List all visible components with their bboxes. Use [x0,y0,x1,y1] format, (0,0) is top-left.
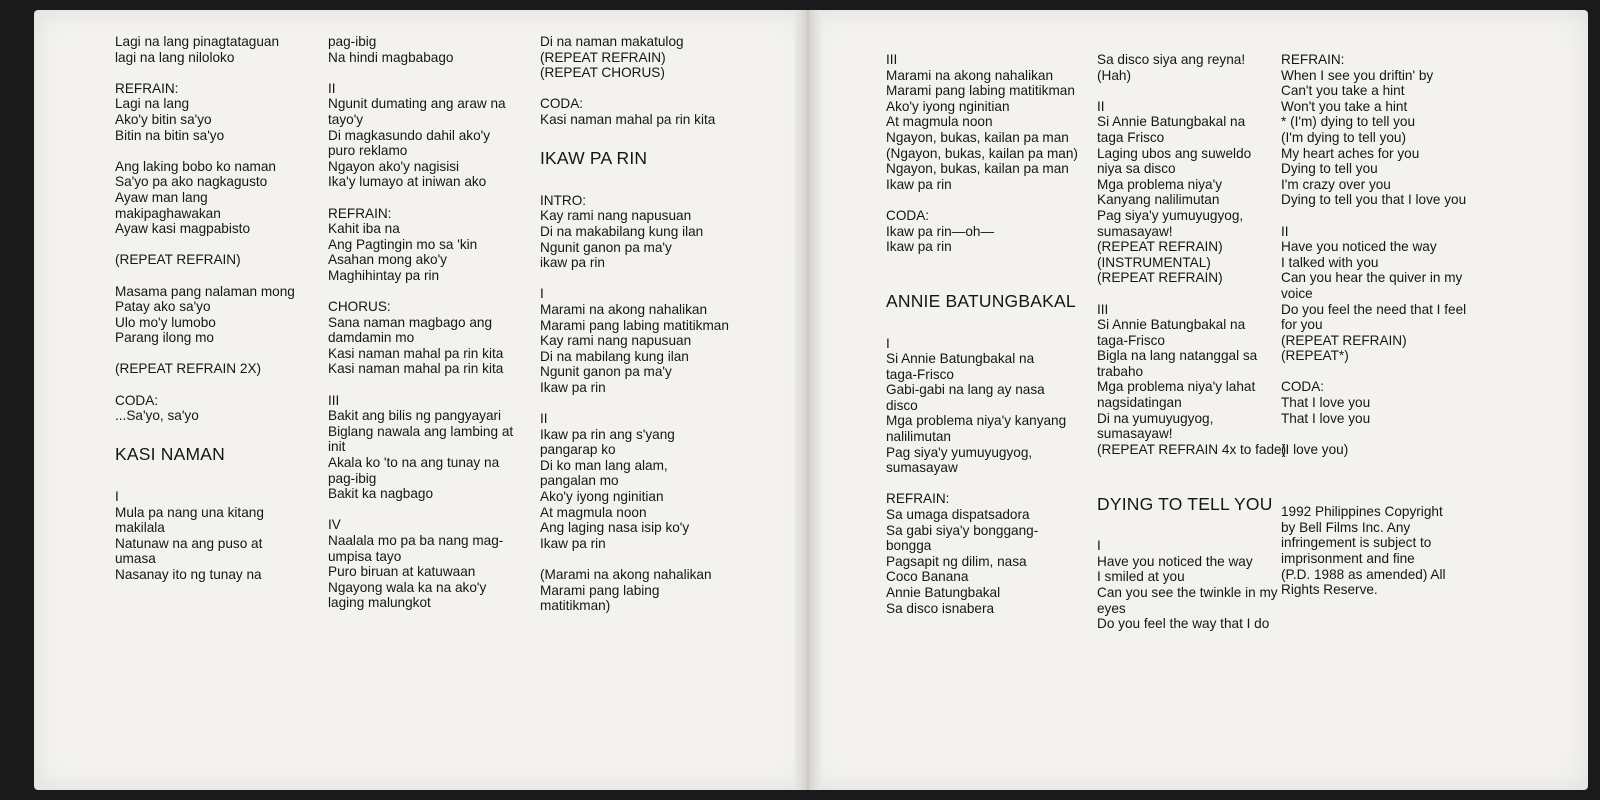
lyric-line: When I see you driftin' by [1281,67,1434,83]
lyrics-column-6 [1281,52,1466,598]
lyric-line: Naalala mo pa ba nang mag- [328,533,504,548]
lyric-line: Marami na akong nahalikan [886,67,1054,83]
booklet-spine [795,10,821,790]
lyric-line: ...Sa'yo, sa'yo [115,408,199,424]
lyric-line: Marami pang labing matitikman [886,83,1075,99]
blank-line [328,65,513,81]
lyric-line: umasa [115,551,156,567]
lyric-line: Ulo mo'y lumobo [115,314,216,330]
lyric-line: Ikaw pa rin [540,379,606,395]
lyric-line: Do you feel the way that I do [1097,616,1270,632]
lyric-line: Ayaw kasi magpabisto [115,221,251,237]
lyric-line: Ako'y iyong nginitian [540,489,664,505]
lyric-line: Puro biruan at katuwaan [328,564,476,580]
blank-line [540,271,729,287]
lyric-line: Ikaw pa rin—oh— [886,223,995,239]
blank-line [328,190,513,206]
lyric-line: Can you hear the quiver in my [1281,270,1463,286]
blank-line [1281,489,1466,505]
lyric-line: Marami pang labing matitikman [540,317,729,333]
lyric-line: (INSTRUMENTAL) [1097,254,1211,270]
blank-line [540,81,729,97]
lyric-line: My heart aches for you [1281,145,1420,161]
blank-line [115,143,295,159]
lyric-line: Ako'y bitin sa'yo [115,111,212,127]
lyric-line: Ikaw pa rin ang s'yang [540,426,675,442]
lyric-line: I'm crazy over you [1281,176,1391,192]
blank-line [115,424,295,440]
lyric-line: Bakit ang bilis ng pangyayari [328,408,502,424]
lyric-line: bongga [886,538,932,554]
lyric-line: Ikaw pa rin [886,176,952,192]
lyric-line: Ikaw pa rin [886,239,952,255]
lyric-line: REFRAIN: [886,491,950,507]
blank-line [115,377,295,393]
lyric-line: REFRAIN: [328,205,392,221]
blank-line [1097,473,1286,489]
blank-line [115,473,295,489]
lyric-line: I smiled at you [1097,569,1185,585]
lyric-line: (REPEAT CHORUS) [540,65,665,81]
lyric-line: Di na mabilang kung ilan [540,348,689,364]
lyric-line: IV [328,517,341,533]
lyric-line: Ayaw man lang [115,189,208,205]
lyric-line: Ikaw pa rin [540,535,606,551]
lyric-line: CODA: [886,207,930,223]
lyric-line: INTRO: [540,192,587,208]
lyric-line: Sa'yo pa ako nagkagusto [115,174,268,190]
lyric-line: Nasanay ito ng tunay na [115,567,262,582]
lyric-line: (REPEAT REFRAIN) [1097,239,1223,255]
song-title: IKAW PA RIN [540,148,648,169]
lyric-line: by Bell Films Inc. Any [1281,519,1411,535]
lyrics-column-5 [1097,52,1286,632]
blank-line [115,237,295,253]
lyric-line: Kay rami nang napusuan [540,208,692,224]
lyric-line: REFRAIN: [115,80,179,96]
lyrics-column-3 [540,34,729,614]
lyric-line: sumasayaw [886,460,958,476]
lyric-line: Mula pa nang una kitang [115,504,264,520]
blank-line [1281,457,1466,473]
lyric-line: nagsidatingan [1097,395,1182,411]
lyrics-column-2 [328,34,513,611]
blank-line [328,284,513,300]
lyric-line: Ngunit ganon pa ma'y [540,364,672,380]
lyric-line: I [886,335,890,351]
lyric-line: disco [886,397,918,413]
lyric-line: Do you feel the need that I feel [1281,301,1467,317]
lyric-line: (REPEAT REFRAIN) [1097,270,1223,286]
lyric-line: Have you noticed the way [1097,553,1253,569]
lyric-line: Si Annie Batungbakal na [886,351,1035,367]
song-title: ANNIE BATUNGBAKAL [886,290,1076,311]
song-title: KASI NAMAN [115,444,225,465]
lyric-line: That I love you [1281,395,1371,411]
lyric-line: II [540,411,548,427]
lyric-line: CHORUS: [328,299,391,315]
lyric-line: Sa umaga dispatsadora [886,507,1030,523]
lyric-line: infringement is subject to [1281,535,1432,551]
lyric-line: Kasi naman mahal pa rin kita [328,345,504,361]
lyric-line: Sana naman magbago ang [328,314,493,330]
lyric-line: (P.D. 1988 as amended) All [1281,566,1446,582]
blank-line [328,502,513,518]
lyric-line: I [115,489,119,505]
lyric-line: Ngayong wala ka na ako'y [328,579,487,595]
lyric-line: (Ngayon, bukas, kailan pa man) [886,145,1078,161]
lyric-line: (REPEAT REFRAIN) [1281,332,1407,348]
lyric-line: (REPEAT REFRAIN 2X) [115,361,262,377]
lyric-line: Ngayon ako'y nagisisi [328,158,460,174]
lyric-line: makilala [115,520,165,536]
lyric-line: Sa disco isnabera [886,600,995,616]
lyric-line: (Marami na akong nahalikan [540,567,712,582]
lyric-line: sumasayaw! [1097,426,1173,442]
lyric-line: (Hah) [1097,67,1131,83]
blank-line [886,270,1078,286]
lyric-line: Mga problema niya'y lahat [1097,379,1256,395]
blank-line [1281,473,1466,489]
lyric-line: II [328,80,336,96]
lyric-line: REFRAIN: [1281,52,1345,67]
lyric-line: Maghihintay pa rin [328,267,440,283]
blank-line [540,551,729,567]
lyric-line: Marami na akong nahalikan [540,301,708,317]
lyric-line: (REPEAT REFRAIN 4x to fade) [1097,441,1287,457]
lyric-line: Natunaw na ang puso at [115,535,263,551]
lyric-line: At magmula noon [886,114,993,130]
lyric-line: I [1097,538,1101,554]
lyric-line: Asahan mong ako'y [328,252,447,268]
lyric-line: Parang ilong mo [115,330,214,346]
lyric-line: lagi na lang niloloko [115,49,235,65]
lyric-line: Coco Banana [886,569,969,585]
lyric-line: sumasayaw! [1097,223,1173,239]
blank-line [1281,364,1466,380]
blank-line [886,476,1078,492]
lyric-line: pangarap ko [540,442,616,458]
lyric-line: Kahit iba na [328,221,400,237]
lyric-line: Pag siya'y yumuyugyog, [1097,207,1244,223]
lyric-line: matitikman) [540,598,611,614]
lyric-line: III [1097,301,1109,317]
lyric-line: (I'm dying to tell you) [1281,129,1406,145]
lyric-line: CODA: [1281,379,1325,395]
lyric-line: Kasi naman mahal pa rin kita [540,111,716,127]
lyric-line: Ang laking bobo ko naman [115,158,276,174]
lyric-line: III [886,52,898,67]
lyric-line: Kay rami nang napusuan [540,333,692,349]
lyric-line: Ngayon, bukas, kailan pa man [886,129,1069,145]
lyric-line: Si Annie Batungbakal na [1097,317,1246,333]
lyric-line: Ako'y iyong nginitian [886,98,1010,114]
blank-line [540,128,729,144]
lyric-line: Gabi-gabi na lang ay nasa [886,382,1045,398]
blank-line [328,377,513,393]
lyric-line: Laging ubos ang suweldo [1097,145,1252,161]
lyric-line: pag-ibig [328,34,377,49]
lyric-line: CODA: [115,392,159,408]
lyric-line: Ngunit ganon pa ma'y [540,239,672,255]
lyric-line: Kasi naman mahal pa rin kita [328,361,504,377]
lyric-line: Pagsapit ng dilim, nasa [886,553,1027,569]
lyric-line: II [1097,98,1105,114]
lyric-line: (REPEAT REFRAIN) [540,49,666,65]
lyric-line: Pag siya'y yumuyugyog, [886,444,1033,460]
blank-line [886,192,1078,208]
lyric-line: for you [1281,317,1323,333]
lyric-line: damdamin mo [328,330,415,346]
lyric-line: I [540,286,544,302]
blank-line [1097,457,1286,473]
lyric-line: Have you noticed the way [1281,239,1437,255]
blank-line [1281,208,1466,224]
lyric-line: That I love you [1281,410,1371,426]
lyric-line: (I love you) [1281,441,1349,457]
lyric-line: eyes [1097,600,1126,616]
lyrics-column-4 [886,52,1078,616]
lyric-line: tayo'y [328,111,364,127]
lyric-line: At magmula noon [540,504,647,520]
lyric-line: Biglang nawala ang lambing at [328,423,514,439]
blank-line [1097,286,1286,302]
lyric-line: Mga problema niya'y kanyang [886,413,1067,429]
blank-line [115,268,295,284]
blank-line [115,65,295,81]
lyric-line: puro reklamo [328,143,408,159]
lyric-line: Si Annie Batungbakal na [1097,114,1246,130]
lyric-line: laging malungkot [328,595,431,611]
lyric-line: Di magkasundo dahil ako'y [328,127,491,143]
blank-line [1097,83,1286,99]
lyric-line: Masama pang nalaman mong [115,283,295,299]
lyric-line: Ang laging nasa isip ko'y [540,520,690,536]
lyric-line: CODA: [540,96,584,112]
lyric-line: Sa disco siya ang reyna! [1097,52,1246,67]
lyric-line: Akala ko 'to na ang tunay na [328,455,500,471]
lyric-line: Mga problema niya'y [1097,176,1222,192]
lyric-line: Di na makabilang kung ilan [540,223,704,239]
lyric-line: nalilimutan [886,429,951,445]
lyric-line: voice [1281,285,1313,301]
blank-line [540,395,729,411]
lyric-line: umpisa tayo [328,548,402,564]
lyric-line: Kanyang nalilimutan [1097,192,1220,208]
lyric-line: I talked with you [1281,254,1379,270]
lyric-line: Can you see the twinkle in my [1097,585,1278,600]
blank-line [115,346,295,362]
lyric-line: 1992 Philippines Copyright [1281,504,1443,520]
lyric-line: imprisonment and fine [1281,551,1415,566]
lyric-line: Marami pang labing [540,582,660,598]
blank-line [540,177,729,193]
lyric-line: Bakit ka nagbago [328,486,434,502]
blank-line [1097,523,1286,539]
lyric-line: Di ko man lang alam, [540,457,668,473]
lyric-line: Ika'y lumayo at iniwan ako [328,174,487,190]
lyric-line: Ngayon, bukas, kailan pa man [886,161,1069,177]
lyric-line: Dying to tell you that I love you [1281,192,1467,208]
lyric-line: taga Frisco [1097,129,1165,145]
lyric-line: pangalan mo [540,473,619,489]
lyric-line: Di na yumuyugyog, [1097,410,1214,426]
lyric-line: Lagi na lang [115,96,190,112]
song-title: DYING TO TELL YOU [1097,493,1273,514]
lyric-line: Can't you take a hint [1281,83,1405,99]
lyric-line: ikaw pa rin [540,255,605,271]
lyric-line: * (I'm) dying to tell you [1281,114,1416,130]
lyric-line: trabaho [1097,363,1144,379]
lyric-line: Na hindi magbabago [328,49,454,65]
lyric-line: Bigla na lang natanggal sa [1097,348,1258,364]
lyric-line: Lagi na lang pinagtataguan [115,34,280,49]
lyric-line: III [328,392,340,408]
blank-line [886,255,1078,271]
lyric-line: Patay ako sa'yo [115,299,211,315]
lyric-line: (REPEAT*) [1281,348,1349,364]
lyric-line: makipaghawakan [115,205,221,221]
lyric-line: Rights Reserve. [1281,582,1378,598]
lyric-line: Dying to tell you [1281,161,1378,177]
lyric-line: II [1281,223,1289,239]
blank-line [1281,426,1466,442]
lyric-line: taga-Frisco [886,366,954,382]
lyric-line: Ngunit dumating ang araw na [328,96,506,112]
lyric-line: taga-Frisco [1097,332,1165,348]
lyric-line: niya sa disco [1097,161,1176,177]
lyric-line: Bitin na bitin sa'yo [115,127,225,143]
lyric-line: pag-ibig [328,470,377,486]
lyrics-column-1 [115,34,295,583]
lyric-line: (REPEAT REFRAIN) [115,252,241,268]
lyric-line: Sa gabi siya'y bonggang- [886,522,1039,538]
lyric-line: Annie Batungbakal [886,585,1001,600]
lyric-line: Ang Pagtingin mo sa 'kin [328,236,478,252]
lyric-line: Won't you take a hint [1281,98,1408,114]
blank-line [886,320,1078,336]
lyric-line: Di na naman makatulog [540,34,684,49]
lyric-line: init [328,439,346,455]
